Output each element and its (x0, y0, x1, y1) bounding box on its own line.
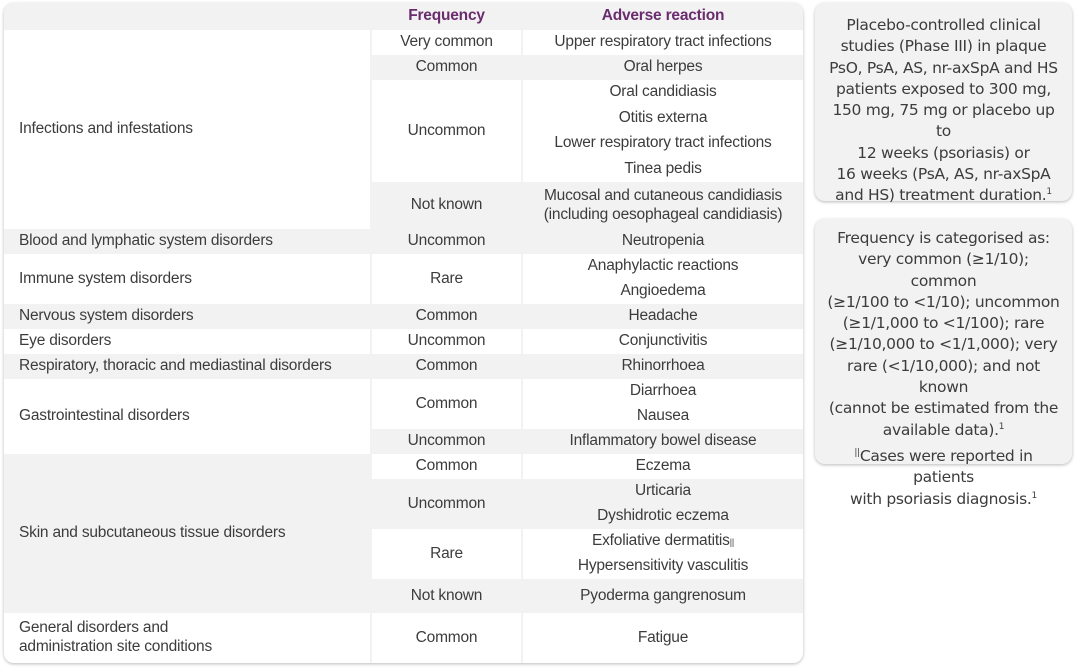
footnote-marker: || (854, 447, 860, 458)
adverse-reactions-table (4, 3, 803, 663)
reaction-cell-group (523, 254, 803, 304)
reaction-item: Nausea (636, 407, 690, 425)
soc-respiratory: Respiratory, thoracic and mediastinal disorders (4, 354, 370, 379)
note-line: with psoriasis diagnosis.$^1$ (850, 489, 1037, 508)
soc-infections: Infections and infestations (4, 30, 370, 229)
note-line: 16 weeks (PsA, AS, nr-axSpA (836, 165, 1051, 184)
soc-general: General disorders and administration site conditions (4, 613, 370, 663)
soc-immune: Immune system disorders (4, 254, 370, 304)
reaction-cell: Fatigue (523, 613, 803, 663)
reaction-cell-group (523, 479, 803, 529)
note-line: PsO, PsA, AS, nr-axSpA and HS (829, 58, 1058, 77)
reaction-item: Dyshidrotic eczema (597, 507, 729, 525)
note-line: available data).$^1$ (882, 420, 1005, 439)
header-adverse-reaction: Adverse reaction (523, 3, 803, 30)
frequency-cell: Uncommon (372, 429, 521, 454)
note-line: studies (Phase III) in plaque (840, 37, 1047, 56)
reaction-item: Tinea pedis (624, 159, 702, 177)
frequency-cell: Common (372, 379, 521, 429)
note-line: (≥1/1,000 to <1/100); rare (842, 314, 1045, 333)
frequency-cell: Rare (372, 254, 521, 304)
reaction-item: Angioedema (620, 282, 706, 300)
frequency-cell: Common (372, 454, 521, 479)
frequency-cell: Uncommon (372, 229, 521, 254)
reaction-cell: Headache (523, 304, 803, 329)
reaction-cell-group (523, 529, 803, 579)
reaction-cell-group (523, 80, 803, 182)
reaction-cell: Conjunctivitis (523, 329, 803, 354)
note-line: patients exposed to 300 mg, (835, 79, 1052, 98)
note-line: 150 mg, 75 mg or placebo up to (832, 101, 1055, 141)
note-line: Frequency is categorised as: (837, 229, 1050, 247)
note-line: and HS) treatment duration.$^1$ (835, 186, 1052, 205)
reaction-cell: Pyoderma gangrenosum (523, 579, 803, 613)
note-line: rare (<1/10,000); and not known (847, 356, 1040, 397)
soc-gastrointestinal: Gastrointestinal disorders (4, 379, 370, 454)
reaction-cell: Upper respiratory tract infections (523, 30, 803, 55)
note-line: very common (≥1/10); common (858, 250, 1029, 290)
reaction-item: Lower respiratory tract infections (554, 134, 772, 152)
note-line: 12 weeks (psoriasis) or (857, 143, 1030, 162)
reaction-cell: Oral herpes (523, 55, 803, 80)
reaction-cell: Eczema (523, 454, 803, 479)
note-line: ||Cases were reported in patients (854, 446, 1033, 487)
soc-blood: Blood and lymphatic system disorders (4, 229, 370, 254)
frequency-cell: Uncommon (372, 479, 521, 529)
header-frequency: Frequency (372, 3, 521, 30)
reaction-item: Urticaria (635, 482, 691, 500)
reaction-cell-group (523, 379, 803, 429)
note-line: (≥1/10,000 to <1/1,000); very (829, 335, 1058, 354)
reaction-item: Exfoliative dermatitis || (591, 532, 734, 550)
soc-nervous: Nervous system disorders (4, 304, 370, 329)
soc-eye: Eye disorders (4, 329, 370, 354)
note-line: (≥1/100 to <1/10); uncommon (827, 292, 1060, 311)
frequency-cell: Very common (372, 30, 521, 55)
study-design-note (815, 3, 1072, 205)
reaction-item: Otitis externa (618, 108, 708, 126)
reference-marker: 1 (1031, 490, 1037, 501)
reaction-cell: Neutropenia (523, 229, 803, 254)
frequency-cell: Uncommon (372, 80, 521, 182)
reaction-item: Diarrhoea (629, 382, 697, 400)
reaction-item: Oral candidiasis (609, 83, 717, 101)
reference-marker: 1 (1046, 187, 1052, 198)
reference-marker: 1 (998, 421, 1005, 432)
frequency-definition-note (815, 219, 1072, 508)
frequency-cell: Common (372, 55, 521, 80)
frequency-cell: Not known (372, 579, 521, 613)
soc-skin: Skin and subcutaneous tissue disorders (4, 454, 370, 613)
frequency-cell: Common (372, 304, 521, 329)
frequency-cell: Common (372, 613, 521, 663)
frequency-cell: Common (372, 354, 521, 379)
reaction-cell: Inflammatory bowel disease (523, 429, 803, 454)
note-line: Placebo-controlled clinical (846, 16, 1041, 34)
frequency-cell: Uncommon (372, 329, 521, 354)
frequency-cell: Not known (372, 182, 521, 229)
note-line: (cannot be estimated from the (828, 399, 1059, 418)
reaction-cell: Mucosal and cutaneous candidiasis (including oesophageal candidiasis) (523, 182, 803, 229)
reaction-item: Hypersensitivity vasculitis (577, 557, 749, 575)
reaction-cell: Rhinorrhoea (523, 354, 803, 379)
reaction-item: Anaphylactic reactions (587, 257, 739, 275)
frequency-cell: Rare (372, 529, 521, 579)
